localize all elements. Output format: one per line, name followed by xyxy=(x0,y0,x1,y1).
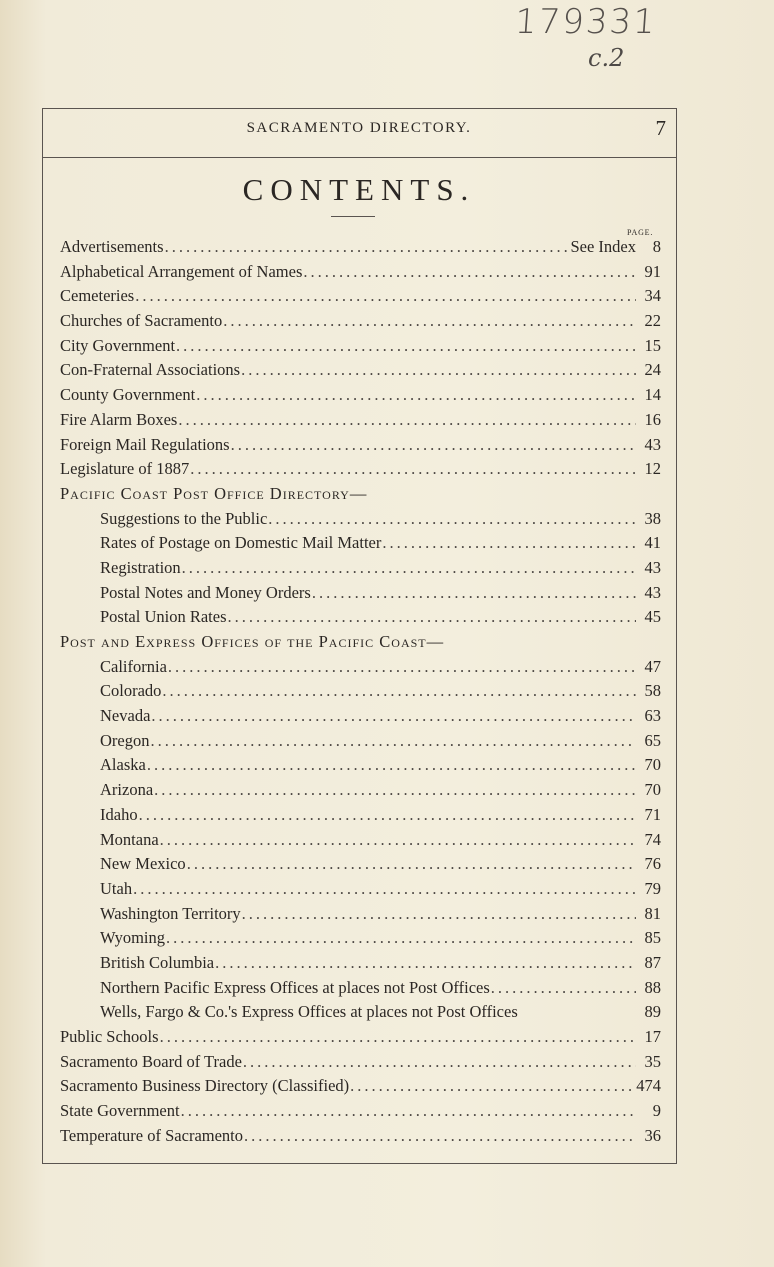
toc-entry-title: Oregon xyxy=(100,730,150,750)
toc-entry xyxy=(60,1052,661,1077)
frame-right-rule xyxy=(676,108,677,1164)
header-rule xyxy=(42,157,676,158)
dot-leader xyxy=(146,755,636,775)
dot-leader xyxy=(175,336,636,356)
toc-entry-page: 71 xyxy=(644,804,661,824)
dot-leader xyxy=(153,780,636,800)
toc-entry-page: 16 xyxy=(644,409,661,429)
dot-leader xyxy=(150,706,636,726)
catalog-number-handwritten: 179331 xyxy=(513,2,659,42)
toc-entry-page: 87 xyxy=(644,952,661,972)
toc-entry-page: 70 xyxy=(644,780,661,800)
dot-leader xyxy=(490,978,636,998)
toc-entry-title: Advertisements xyxy=(60,237,164,256)
dot-leader xyxy=(302,262,636,282)
toc-entry xyxy=(60,311,661,336)
toc-entry-title: Registration xyxy=(100,557,181,577)
toc-entry-page: 15 xyxy=(644,335,661,355)
toc-entry-title: Colorado xyxy=(100,681,162,701)
toc-entry-title: Arizona xyxy=(100,780,154,800)
toc-entry-title: Foreign Mail Regulations xyxy=(60,434,230,454)
toc-entry-page: 88 xyxy=(644,977,661,997)
toc-entry xyxy=(60,607,661,632)
toc-entry-page: 12 xyxy=(644,459,661,479)
dot-leader xyxy=(349,1076,633,1096)
dot-leader xyxy=(267,509,636,529)
dot-leader xyxy=(311,583,636,603)
toc-entry-title: Rates of Postage on Domestic Mail Matter xyxy=(100,533,382,553)
toc-entry-page: 17 xyxy=(644,1027,661,1046)
toc-entry-title: State Government xyxy=(60,1101,180,1121)
dot-leader xyxy=(381,533,636,553)
toc-entry-title: Cemeteries xyxy=(60,286,135,306)
toc-entry-title: Con-Fraternal Associations xyxy=(60,360,241,380)
toc-entry-page: 70 xyxy=(644,755,661,775)
toc-entry-title: Temperature of Sacramento xyxy=(60,1125,244,1145)
dot-leader xyxy=(227,607,637,627)
toc-entry xyxy=(60,1126,661,1151)
toc-entry xyxy=(60,928,661,953)
toc-entry-title: New Mexico xyxy=(100,854,186,874)
toc-entry xyxy=(60,360,661,385)
toc-entry xyxy=(60,410,661,435)
toc-entry-title: City Government xyxy=(60,335,176,355)
toc-entry-page: 38 xyxy=(644,508,661,528)
dot-leader xyxy=(230,435,636,455)
dot-leader xyxy=(164,237,569,257)
toc-entry-page: 89 xyxy=(644,1002,661,1022)
toc-entry-page: 41 xyxy=(644,533,661,553)
dot-leader xyxy=(195,385,636,405)
copy-mark-handwritten: c.2 xyxy=(588,44,625,72)
dot-leader xyxy=(149,731,636,751)
toc-entry-title: Suggestions to the Public xyxy=(100,508,268,528)
toc-entry-page: 36 xyxy=(644,1125,661,1145)
toc-entry-page: 85 xyxy=(644,928,661,948)
toc-entry-title: Idaho xyxy=(100,804,138,824)
dot-leader xyxy=(240,360,636,380)
dot-leader xyxy=(243,1126,636,1146)
toc-entry-title: British Columbia xyxy=(100,952,215,972)
dot-leader xyxy=(242,1052,636,1072)
toc-entry xyxy=(60,657,661,682)
toc-entry xyxy=(60,435,661,460)
toc-entry-page: 9 xyxy=(652,1101,661,1121)
toc-entry-page: 76 xyxy=(644,854,661,874)
toc-entry-page: 63 xyxy=(644,706,661,726)
running-head: SACRAMENTO DIRECTORY. xyxy=(246,120,472,136)
toc-entry xyxy=(60,805,661,830)
toc-entry xyxy=(60,558,661,583)
toc-entry xyxy=(60,336,661,361)
dot-leader xyxy=(241,904,636,924)
toc-entry xyxy=(60,385,661,410)
toc-entry-note: See Index xyxy=(570,237,636,256)
toc-section-heading xyxy=(60,632,661,657)
toc-entry-page: 58 xyxy=(644,681,661,701)
toc-entry-title: Alphabetical Arrangement of Names xyxy=(60,261,303,281)
toc-entry-title: Washington Territory xyxy=(100,903,241,923)
toc-entry xyxy=(60,731,661,756)
frame-bottom-rule xyxy=(42,1163,676,1164)
toc-entry-title: Wyoming xyxy=(100,928,166,948)
toc-entry-title: Alaska xyxy=(100,755,146,775)
toc-entry-title: Sacramento Board of Trade xyxy=(60,1051,242,1071)
dot-leader xyxy=(181,558,636,578)
toc-entry-page: 14 xyxy=(644,385,661,405)
toc-entry xyxy=(60,879,661,904)
toc-entry-page: 43 xyxy=(644,557,661,577)
dot-leader xyxy=(189,459,636,479)
dot-leader xyxy=(161,681,636,701)
toc-entry xyxy=(60,237,661,262)
dot-leader xyxy=(180,1101,636,1121)
page-number: 7 xyxy=(655,116,666,140)
toc-entry-page: 45 xyxy=(644,607,661,627)
toc-entry-page: 65 xyxy=(644,730,661,750)
toc-entry-title: Utah xyxy=(100,878,133,898)
dot-leader xyxy=(159,830,636,850)
toc-entry xyxy=(60,953,661,978)
toc-entry-page: 43 xyxy=(644,434,661,454)
dot-leader xyxy=(134,286,636,306)
dot-leader xyxy=(186,854,636,874)
toc-entry xyxy=(60,904,661,929)
toc-entry xyxy=(60,1002,661,1027)
toc-entry-page: 24 xyxy=(644,360,661,380)
toc-entry xyxy=(60,706,661,731)
toc-entry-title: California xyxy=(100,656,167,676)
toc-entry-title: Post and Express Offices of the Pacific Coast— xyxy=(60,632,445,651)
toc-entry-title: Fire Alarm Boxes xyxy=(60,409,178,429)
dot-leader xyxy=(165,928,636,948)
toc-section-heading xyxy=(60,484,661,509)
toc-entry xyxy=(60,583,661,608)
toc-entry-title: Sacramento Business Directory (Classified) xyxy=(60,1076,350,1096)
toc-entry-page: 47 xyxy=(644,656,661,676)
toc-entry xyxy=(60,1101,661,1126)
frame-left-rule xyxy=(42,108,43,1164)
toc-entry xyxy=(60,780,661,805)
dot-leader xyxy=(159,1027,636,1047)
page-column-label: PAGE. xyxy=(627,228,654,237)
toc-entry xyxy=(60,286,661,311)
toc-entry xyxy=(60,533,661,558)
toc-entry xyxy=(60,509,661,534)
toc-entry-page: 43 xyxy=(644,582,661,602)
toc-entry-title: Wells, Fargo & Co.'s Express Offices at places not Post Offices xyxy=(100,1002,518,1022)
dot-leader xyxy=(138,805,636,825)
toc-entry-title: Northern Pacific Express Offices at places not Post Offices xyxy=(100,977,490,997)
toc-entry-title: Postal Union Rates xyxy=(100,607,227,627)
toc-entry xyxy=(60,978,661,1003)
title-rule xyxy=(331,216,375,217)
toc-entry-title: Pacific Coast Post Office Directory— xyxy=(60,483,368,503)
toc-entry-title: Legislature of 1887 xyxy=(60,459,190,479)
table-of-contents xyxy=(60,237,661,1150)
contents-title: CONTENTS. xyxy=(242,172,476,207)
toc-entry-page: 35 xyxy=(644,1051,661,1071)
dot-leader xyxy=(222,311,636,331)
toc-entry-title: Montana xyxy=(100,829,159,849)
toc-entry-page: 81 xyxy=(644,903,661,923)
toc-entry xyxy=(60,1076,661,1101)
toc-entry xyxy=(60,830,661,855)
toc-entry-page: 79 xyxy=(644,878,661,898)
toc-entry-title: Nevada xyxy=(100,706,151,726)
frame-top-rule xyxy=(42,108,676,109)
toc-entry-page: 91 xyxy=(644,261,661,281)
toc-entry xyxy=(60,854,661,879)
toc-entry-title: County Government xyxy=(60,385,196,405)
toc-entry-title: Postal Notes and Money Orders xyxy=(100,582,311,602)
toc-entry xyxy=(60,681,661,706)
toc-entry xyxy=(60,459,661,484)
dot-leader xyxy=(167,657,636,677)
dot-leader xyxy=(132,879,636,899)
dot-leader xyxy=(177,410,636,430)
toc-entry-title: Public Schools xyxy=(60,1027,159,1046)
toc-entry-page: 22 xyxy=(644,311,661,331)
toc-entry-page: 74 xyxy=(644,829,661,849)
toc-entry-title: Churches of Sacramento xyxy=(60,311,223,331)
toc-entry-page: 34 xyxy=(644,286,661,306)
toc-entry-page: 8 xyxy=(652,237,661,256)
toc-entry xyxy=(60,1027,661,1052)
toc-entry-page: 474 xyxy=(636,1076,661,1096)
toc-entry xyxy=(60,755,661,780)
toc-entry xyxy=(60,262,661,287)
dot-leader xyxy=(214,953,636,973)
